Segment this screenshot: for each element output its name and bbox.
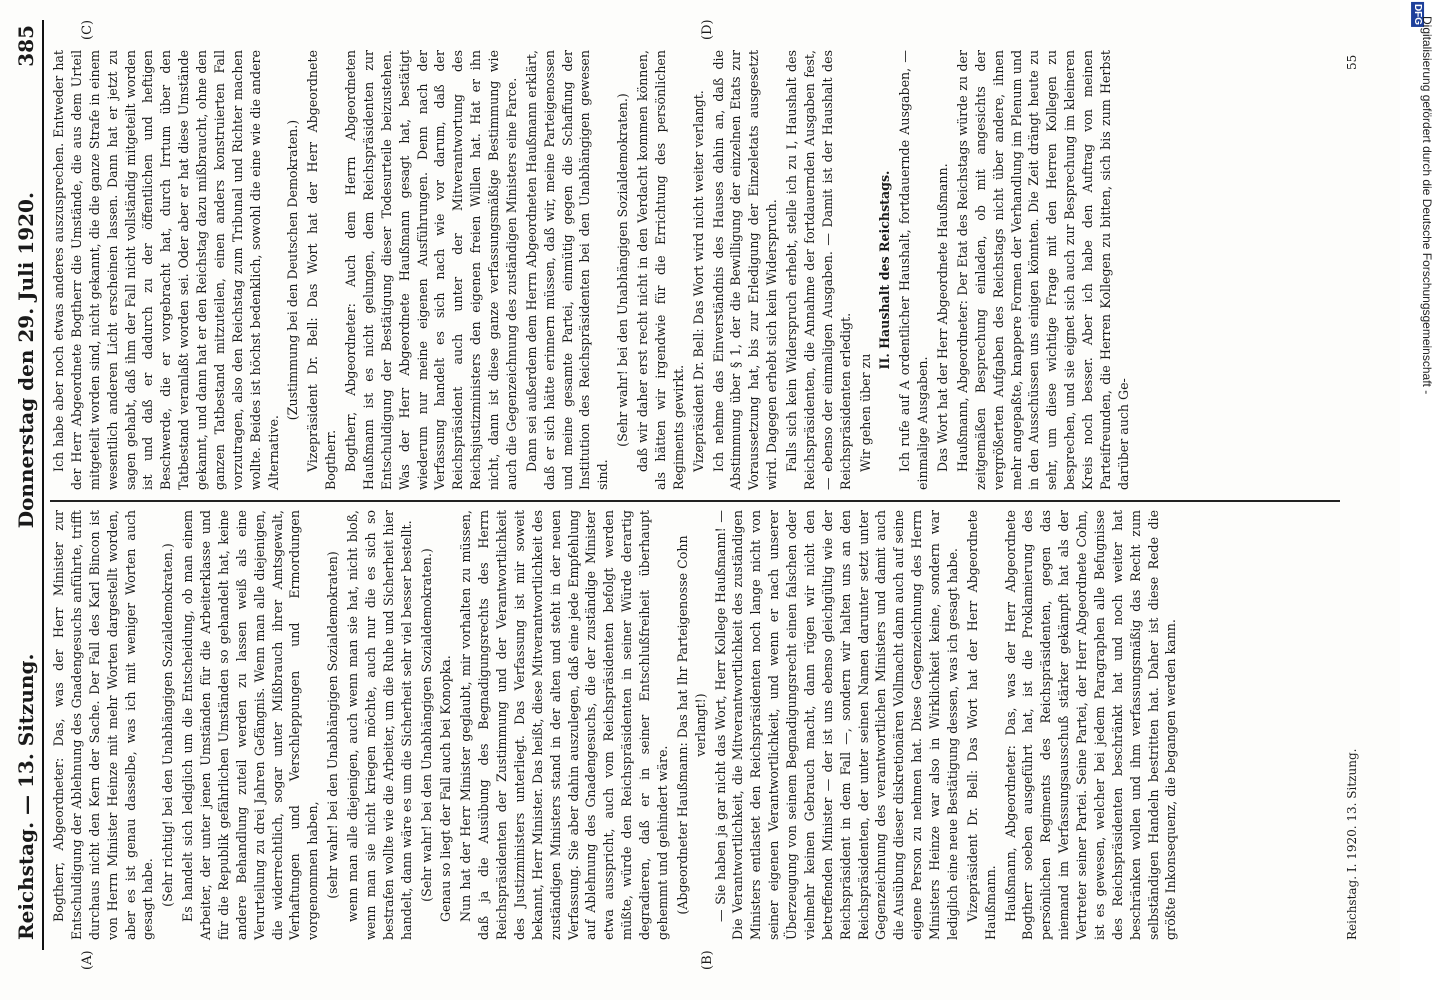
paragraph: Wir gehen über zu — [857, 353, 873, 472]
paragraph: (Sehr wahr! bei den Unabhängigen Sozialdemokraten.) — [418, 548, 434, 902]
paragraph: Das Wort hat der Herr Abgeordnete Haußmann. — [935, 163, 950, 472]
paragraph: Falls sich kein Widerspruch erhebt, stelle ich zu I, Haushalt des Reichspräsidenten, die Annahme der fortdauernden Ausgaben fest, — ebenso der einmaligen Ausgaben. — Damit ist der Haushalt des Reichspräsidenten erledigt. — [784, 50, 853, 490]
margin-letter-a: (A) — [80, 950, 95, 970]
paragraph: Nun hat der Herr Minister geglaubt, mir vorhalten zu müssen, daß ja die Ausübung des Begnadigungsrechts des Herrn Reichspräsidenten der Zustimmung und der Verantwortlichkeit des Justizministers unterliegt. Das Verfassung ist mir soweit bekannt, Herr Minister. Das heißt, diese Mitverantwortlichkeit des zuständigen Ministers stand in der alten und steht in der neuen Verfassung. Sie aber dahin auszulegen, daß eine jede Empfehlung auf Ablehnung des Gnadengesuchs, die der zuständige Minister etwa ausspricht, auch vom Reichspräsidenten befolgt werden müßte, würde den Reichspräsidenten in seiner Würde derartig degradieren, daß er in seiner Entschlußfreiheit überhaupt gehemmt und gehindert wäre. — [458, 510, 670, 940]
paragraph: Haußmann, Abgeordneter: Das, was der Herr Abgeordnete Bogtherr soeben ausgeführt hat, ist die Proklamierung des persönlichen Regiments des Reichspräsidenten, gegen das niemand im Verfassungsausschuß stärker gekämpft hat als der Vertreter seiner Partei. Seine Partei, der Herr Abgeordnete Cohn, ist es gewesen, welcher bei jedem Paragraphen alle Befugnisse des Reichspräsidenten beschränkt hat und noch weiter hat beschränken wollen und ihm verfassungsmäßig das Recht zum selbständigen Handeln bestritten hat. Daher ist diese Rede die größte Inkonsequenz, die begangen werden kann. — [1002, 510, 1179, 940]
rights-strip — [1398, 0, 1434, 1000]
page-number: 385 — [14, 25, 38, 67]
running-header — [14, 25, 42, 940]
footer-signature: 55 — [1345, 54, 1359, 70]
paragraph: Vizepräsident Dr. Bell: Das Wort wird nicht weiter verlangt. — [690, 90, 706, 472]
paragraph: (Sehr wahr! bei den Unabhängigen Sozialdemokraten.) — [615, 93, 631, 447]
header-rule — [42, 20, 44, 950]
paragraph: Haußmann, Abgeordneter: Der Etat des Reichstags würde zu der zeitgemäßen Besprechung einladen, ob mit angesichts der vergrößerten Aufgaben des Reichstags nicht über andere, ihnen mehr angepaßte, knappere Formen der Verhandlung im Plenum und in den Ausschüssen uns einigen könnten. Die Zeit drängt heute zu sehr, um diese wichtige Frage mit den Herren Kollegen zu besprechen, und sie eignet sich auch zur Besprechung im kleineren Kreis noch besser. Aber ich habe den Auftrag von meinen Parteifreunden, die Herren Kollegen zu bitten, sich bis zum Herbst darüber auch Ge- — [954, 50, 1131, 490]
paragraph: (sehr wahr! bei den Unabhängigen Sozialdemokraten) — [325, 551, 341, 899]
paragraph: Ich rufe auf A ordentlicher Haushalt, fortdauernde Ausgaben, — einmalige Ausgaben. — [897, 50, 931, 490]
paragraph: daß wir daher erst recht nicht in den Verdacht kommen können, als hätten wir irgendwie für die Errichtung des persönlichen Regiments gewirkt. — [635, 50, 686, 490]
section-heading: II. Haushalt des Reichstags. — [877, 170, 893, 370]
paragraph: Genau so liegt der Fall auch bei Konopka. — [438, 655, 454, 922]
dfg-logo: DFG — [1411, 3, 1423, 26]
header-date: Donnerstag den 29. Juli 1920. — [14, 192, 38, 529]
paragraph: (Zustimmung bei den Deutschen Demokraten.) — [285, 119, 301, 421]
paragraph: Vizepräsident Dr. Bell: Das Wort hat der Herr Abgeordnete Bogtherr. — [305, 50, 339, 490]
rights-note: Digitalisierung gefördert durch die Deutsche Forschungsgemeinschaft - — [1420, 16, 1434, 395]
margin-letter-d: (D) — [700, 19, 715, 40]
paragraph: Dann sei außerdem dem Herrn Abgeordneten Haußmann erklärt, daß er sich hätte erinnern müssen, daß wir, meine Parteigenossen und meine gesamte Partei, einmütig gegen die Schaffung der Institution des Reichspräsidenten bei den Unabhängigen gewesen sind. — [523, 50, 611, 490]
footer-left: Reichstag. I. 1920. 13. Sitzung. — [1345, 748, 1359, 940]
paragraph: wenn man alle diejenigen, auch wenn man sie hat, nicht bloß, wenn man sie nicht kriegen möchte, auch nur die es sich so bestrafen wollte wie die Arbeiter, um die Ruhe und Sicherheit hier handelt, dann wäre es um die Sicherheit sehr viel besser bestellt. — [345, 510, 414, 940]
paragraph: (Abgeordneter Haußmann: Das hat Ihr Parteigenosse Cohn verlangt!) — [674, 535, 708, 915]
paragraph: — Sie haben ja gar nicht das Wort, Herr Kollege Haußmann! — Die Verantwortlichkeit, die Mitverantwortlichkeit des zuständigen Ministers entlastet den Reichspräsidenten noch lange nicht von seiner eigenen Verantwortlichkeit, und wenn er nach unserer Überzeugung von seinem Begnadigungsrecht einen falschen oder vielmehr keinen Gebrauch macht, dann rügen wir nicht den betreffenden Minister — der ist uns ebenso gleichgültig wie der Reichspräsident in dem Fall —, sondern wir halten uns an den Reichspräsidenten, der unter seinen Namen darunter setzt unter Gegenzeichnung des verantwortlichen Ministers und damit auch die Ausübung dieser diskretionären Vollmacht dann auch auf seine eigene Person zu nehmen hat. Diese Gegenzeichnung des Herrn Ministers Heinze war also in Wirklichkeit keine, sondern war lediglich eine neue Bestätigung dessen, was ich gesagt habe. — [712, 510, 960, 940]
paragraph: Ich nehme das Einverständnis des Hauses dahin an, daß die Abstimmung über § 1, der die Bewilligung der einzelnen Etats zur Voraussetzung hat, bis zur Erledigung der Einzeletats ausgesetzt wird. Dagegen erhebt sich kein Widerspruch. — [710, 50, 780, 490]
paragraph: Bogtherr, Abgeordneter: Das, was der Herr Minister zur Entschuldigung der Ablehnung des Gnadengesuchs anführte, trifft durchaus nicht den Kern der Sache. Der Fall des Karl Bincon ist von Herrn Minister Heinze mit mehr Worten dargestellt worden, aber es ist genau dasselbe, was ich mit weniger Worten auch gesagt habe. — [51, 510, 156, 940]
paragraph: Es handelt sich lediglich um die Entscheidung, ob man einem Arbeiter, der unter jenen Umständen für die Arbeiterklasse und für die Republik gefährlichen Umständen so gehandelt hat, keine andere Behandlung zuteil werden zu lassen weiß als eine Verurteilung zu drei Jahren Gefängnis. Wenn man alle diejenigen, die widerrechtlich, sogar unter Mißbrauch ihrer Amtsgewalt, Verhaftungen und Verschleppungen und Ermordungen vorgenommen haben, — [180, 510, 321, 940]
paragraph: Bogtherr, Abgeordneter: Auch dem Herrn Abgeordneten Haußmann ist es nicht gelungen, dem Reichspräsidenten zur Entschuldigung der Bestätigung dieser Todesurteile beizustehen. Was der Herr Abgeordnete Haußmann gesagt hat, bestätigt wiederum nur meine eigenen Ausführungen. Denn nach der Verfassung handelt es sich nach wie vor darum, daß der Reichspräsident auch unter der Mitverantwortung des Reichsjustizministers den eigenen freien Willen hat. Hat er ihn nicht, dann ist diese ganze verfassungsmäßige Bestimmung wie auch die Gegenzeichnung des zuständigen Ministers eine Farce. — [343, 50, 519, 490]
margin-letter-c: (C) — [80, 19, 95, 40]
paragraph: Ich habe aber noch etwas anderes auszusprechen. Entweder hat der Herr Abgeordnete Bogtherr die Umstände, die aus dem Urteil mitgeteilt worden sind, nicht gekannt, die die ganze Strafe in einem wesentlich anderen Licht erscheinen lassen. Dann hat er jetzt zu sagen gehabt, daß ihm der Fall nicht vollständig mitgeteilt worden ist und daß er dadurch zu der öffentlichen und heftigen Beschwerde, die er vorgebracht hat, durch Irrtum über den Tatbestand veranlaßt worden sei. Oder aber er hat diese Umstände gekannt, und dann hat er den Reichstag dazu mißbraucht, ohne den ganzen Tatbestand mitzuteilen, einen anders konstruierten Fall vorzutragen, also den Reichstag zum Tribunal und Richter machen wollte. Beides ist höchst bedenklich, sowohl die eine wie die andere Alternative. — [51, 50, 281, 490]
header-left: Reichstag. — 13. Sitzung. — [14, 653, 38, 940]
column-divider — [50, 501, 1340, 503]
paragraph: (Sehr richtig! bei den Unabhängigen Sozialdemokraten.) — [160, 543, 176, 907]
right-column — [50, 50, 1135, 490]
paragraph: Vizepräsident Dr. Bell: Das Wort hat der Herr Abgeordnete Haußmann. — [964, 510, 998, 940]
left-column — [50, 510, 1182, 940]
margin-letter-b: (B) — [700, 950, 715, 970]
